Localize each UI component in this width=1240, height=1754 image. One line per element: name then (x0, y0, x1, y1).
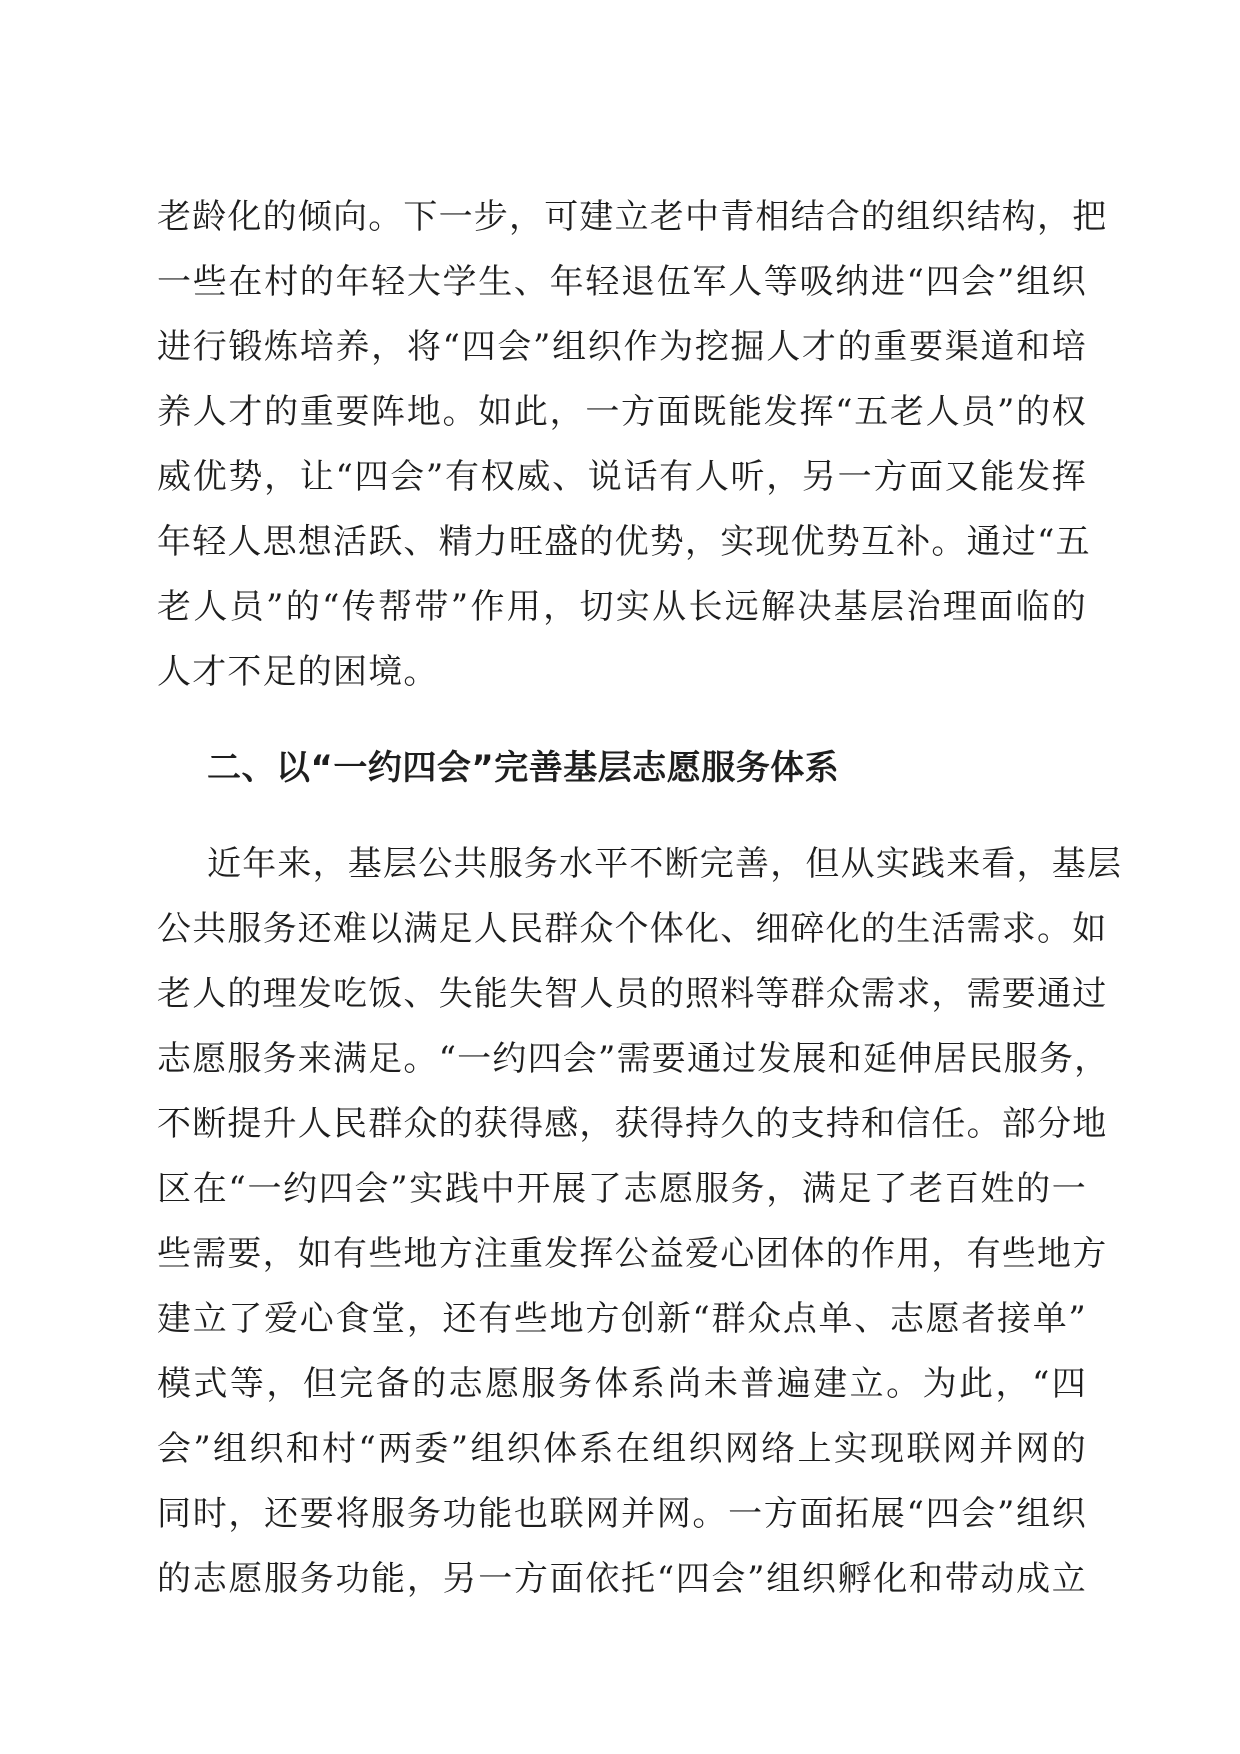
text-line: 不断提升人民群众的获得感，获得持久的支持和信任。部分地 (157, 1104, 1108, 1144)
paragraph-2 (157, 832, 1123, 1612)
paragraph-1 (157, 185, 1108, 705)
text-line: 老龄化的倾向。下一步，可建立老中青相结合的组织结构，把 (157, 197, 1108, 237)
text-line: 人才不足的困境。 (157, 652, 439, 692)
text-line: 的志愿服务功能，另一方面依托“四会”组织孵化和带动成立 (157, 1559, 1087, 1599)
paragraph-gap (157, 705, 1087, 736)
document-body (157, 185, 1123, 1612)
text-line: 老人员”的“传帮带”作用，切实从长远解决基层治理面临的 (157, 587, 1087, 627)
text-line: 进行锻炼培养，将“四会”组织作为挖掘人才的重要渠道和培 (157, 327, 1087, 367)
text-line: 志愿服务来满足。“一约四会”需要通过发展和延伸居民服务， (157, 1039, 1110, 1079)
text-line: 同时，还要将服务功能也联网并网。一方面拓展“四会”组织 (157, 1494, 1087, 1534)
text-line: 建立了爱心食堂，还有些地方创新“群众点单、志愿者接单” (157, 1299, 1087, 1339)
text-line: 区在“一约四会”实践中开展了志愿服务，满足了老百姓的一 (157, 1169, 1087, 1209)
text-line: 养人才的重要阵地。如此，一方面既能发挥“五老人员”的权 (157, 392, 1087, 432)
text-line: 些需要，如有些地方注重发挥公益爱心团体的作用，有些地方 (157, 1234, 1108, 1274)
section-heading: 二、以“一约四会”完善基层志愿服务体系 (207, 748, 840, 788)
text-line: 近年来，基层公共服务水平不断完善，但从实践来看，基层 (207, 844, 1123, 884)
text-line: 年轻人思想活跃、精力旺盛的优势，实现优势互补。通过“五 (157, 522, 1091, 562)
text-line: 公共服务还难以满足人民群众个体化、细碎化的生活需求。如 (157, 909, 1108, 949)
text-line: 威优势，让“四会”有权威、说话有人听，另一方面又能发挥 (157, 457, 1087, 497)
text-line: 模式等，但完备的志愿服务体系尚未普遍建立。为此，“四 (157, 1364, 1087, 1404)
text-line: 老人的理发吃饭、失能失智人员的照料等群众需求，需要通过 (157, 974, 1108, 1014)
paragraph-gap (157, 801, 1087, 832)
text-line: 一些在村的年轻大学生、年轻退伍军人等吸纳进“四会”组织 (157, 262, 1087, 302)
text-line: 会”组织和村“两委”组织体系在组织网络上实现联网并网的 (157, 1429, 1087, 1469)
